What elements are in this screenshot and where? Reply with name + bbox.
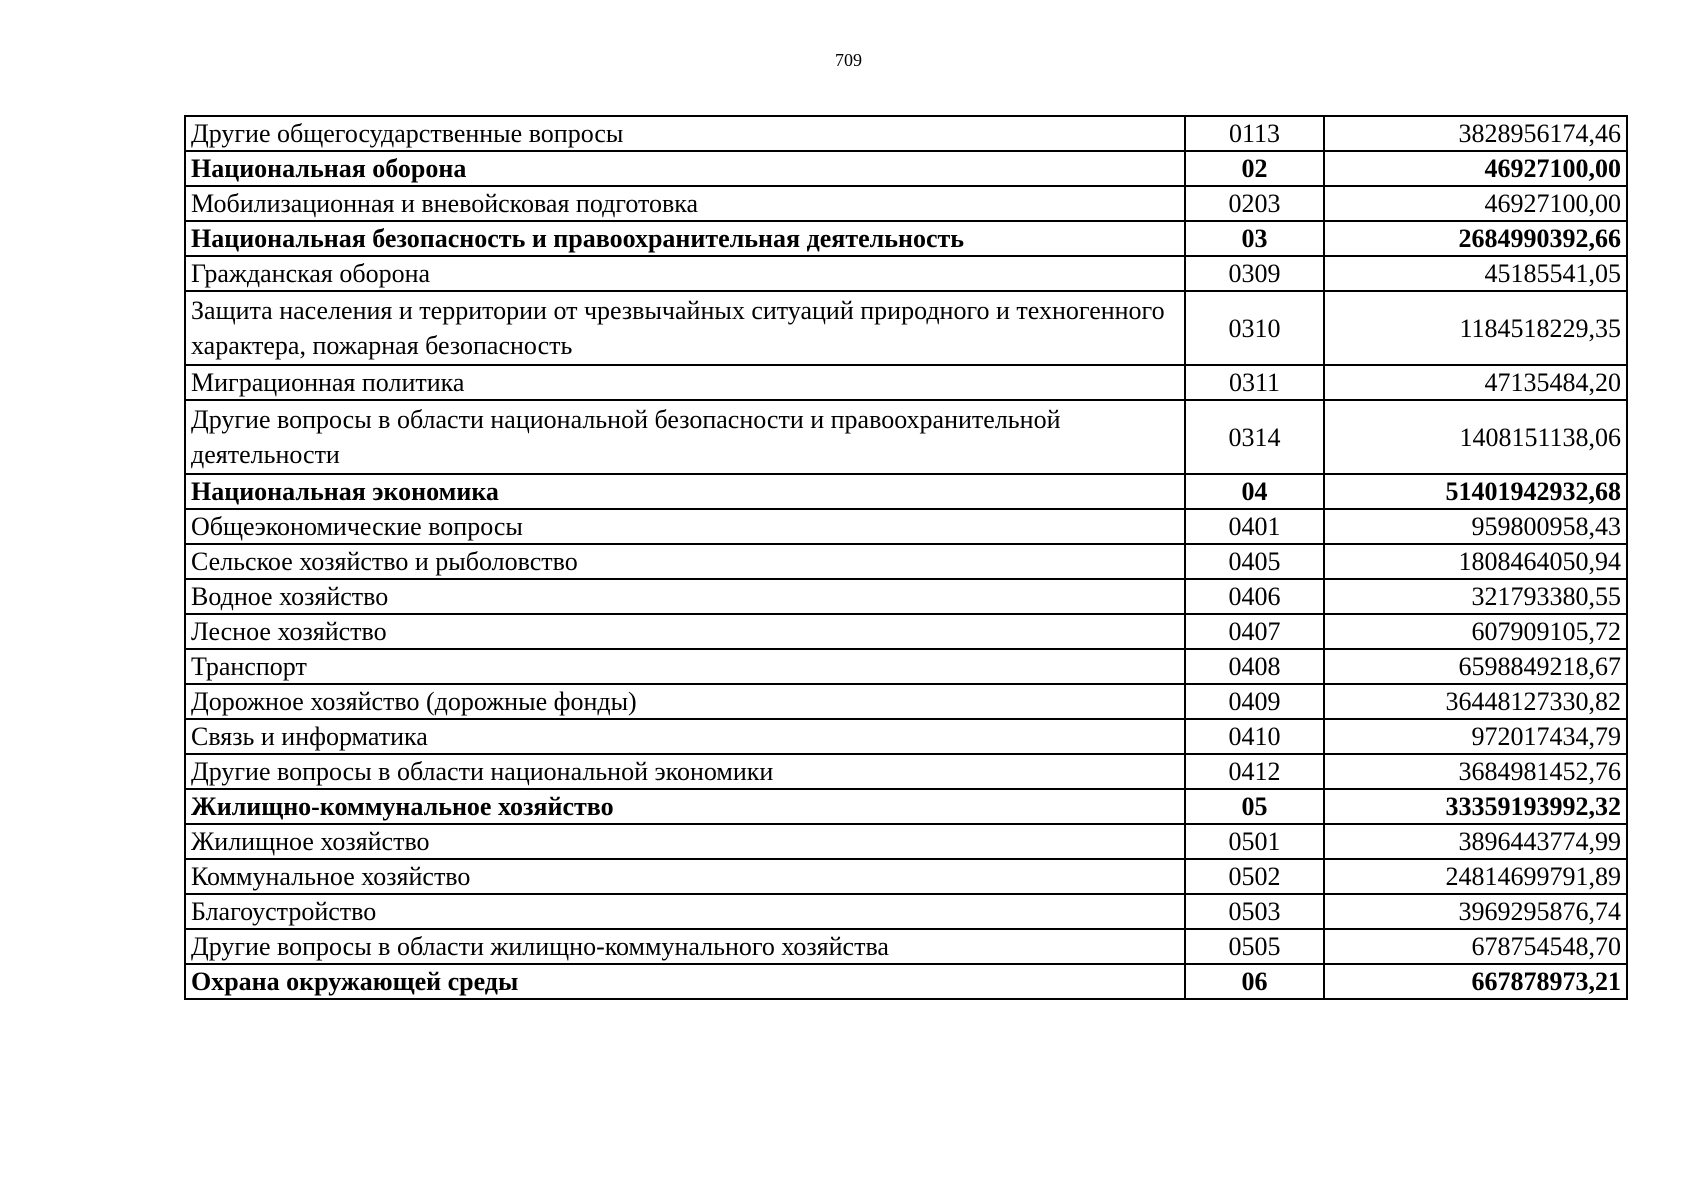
table-row <box>185 186 1627 221</box>
table-row <box>185 929 1627 964</box>
table-row <box>185 544 1627 579</box>
row-name: Транспорт <box>185 649 1185 684</box>
row-amount: 678754548,70 <box>1324 929 1627 964</box>
row-amount: 24814699791,89 <box>1324 859 1627 894</box>
row-code: 0410 <box>1185 719 1324 754</box>
row-amount: 607909105,72 <box>1324 614 1627 649</box>
row-name: Водное хозяйство <box>185 579 1185 614</box>
table-row <box>185 474 1627 509</box>
row-amount: 51401942932,68 <box>1324 474 1627 509</box>
table-row <box>185 400 1627 474</box>
row-name: Другие вопросы в области национальной экономики <box>185 754 1185 789</box>
table-row <box>185 256 1627 291</box>
row-code: 0314 <box>1185 400 1324 474</box>
row-amount: 36448127330,82 <box>1324 684 1627 719</box>
row-name: Жилищное хозяйство <box>185 824 1185 859</box>
row-name: Национальная экономика <box>185 474 1185 509</box>
row-amount: 46927100,00 <box>1324 186 1627 221</box>
row-code: 0505 <box>1185 929 1324 964</box>
row-name: Национальная оборона <box>185 151 1185 186</box>
row-code: 0502 <box>1185 859 1324 894</box>
row-code: 0409 <box>1185 684 1324 719</box>
row-name: Жилищно-коммунальное хозяйство <box>185 789 1185 824</box>
table-row <box>185 221 1627 256</box>
table-row <box>185 649 1627 684</box>
row-amount: 1808464050,94 <box>1324 544 1627 579</box>
row-amount: 47135484,20 <box>1324 365 1627 400</box>
row-code: 0412 <box>1185 754 1324 789</box>
row-code: 0401 <box>1185 509 1324 544</box>
table-row <box>185 754 1627 789</box>
row-name: Общеэкономические вопросы <box>185 509 1185 544</box>
table-row <box>185 824 1627 859</box>
row-name: Миграционная политика <box>185 365 1185 400</box>
page-number: 709 <box>835 50 862 70</box>
row-amount: 972017434,79 <box>1324 719 1627 754</box>
row-amount: 667878973,21 <box>1324 964 1627 999</box>
table-row <box>185 859 1627 894</box>
row-name: Сельское хозяйство и рыболовство <box>185 544 1185 579</box>
row-name: Дорожное хозяйство (дорожные фонды) <box>185 684 1185 719</box>
row-name: Связь и информатика <box>185 719 1185 754</box>
row-code: 06 <box>1185 964 1324 999</box>
table-row <box>185 116 1627 151</box>
table-row <box>185 684 1627 719</box>
row-amount: 2684990392,66 <box>1324 221 1627 256</box>
row-name: Защита населения и территории от чрезвычайных ситуаций природного и техногенного характера, пожарная безопасность <box>185 291 1185 365</box>
table-row <box>185 509 1627 544</box>
row-code: 0311 <box>1185 365 1324 400</box>
row-amount: 3896443774,99 <box>1324 824 1627 859</box>
row-code: 04 <box>1185 474 1324 509</box>
row-name: Национальная безопасность и правоохранительная деятельность <box>185 221 1185 256</box>
row-name: Мобилизационная и вневойсковая подготовка <box>185 186 1185 221</box>
budget-table <box>184 115 1628 1000</box>
budget-table-body <box>185 116 1627 999</box>
row-amount: 3969295876,74 <box>1324 894 1627 929</box>
table-row <box>185 365 1627 400</box>
row-amount: 3684981452,76 <box>1324 754 1627 789</box>
row-amount: 1184518229,35 <box>1324 291 1627 365</box>
row-amount: 46927100,00 <box>1324 151 1627 186</box>
row-name: Другие вопросы в области жилищно-коммунального хозяйства <box>185 929 1185 964</box>
row-code: 0310 <box>1185 291 1324 365</box>
table-row <box>185 894 1627 929</box>
row-amount: 3828956174,46 <box>1324 116 1627 151</box>
row-code: 0501 <box>1185 824 1324 859</box>
row-code: 03 <box>1185 221 1324 256</box>
row-amount: 6598849218,67 <box>1324 649 1627 684</box>
row-amount: 1408151138,06 <box>1324 400 1627 474</box>
table-row <box>185 151 1627 186</box>
row-code: 0408 <box>1185 649 1324 684</box>
row-code: 0503 <box>1185 894 1324 929</box>
row-amount: 33359193992,32 <box>1324 789 1627 824</box>
row-amount: 959800958,43 <box>1324 509 1627 544</box>
table-row <box>185 614 1627 649</box>
table-row <box>185 719 1627 754</box>
table-row <box>185 291 1627 365</box>
row-name: Другие вопросы в области национальной безопасности и правоохранительной деятельности <box>185 400 1185 474</box>
row-name: Другие общегосударственные вопросы <box>185 116 1185 151</box>
row-code: 02 <box>1185 151 1324 186</box>
row-name: Охрана окружающей среды <box>185 964 1185 999</box>
row-name: Лесное хозяйство <box>185 614 1185 649</box>
row-code: 0113 <box>1185 116 1324 151</box>
row-code: 0405 <box>1185 544 1324 579</box>
row-code: 0407 <box>1185 614 1324 649</box>
row-code: 0406 <box>1185 579 1324 614</box>
row-amount: 321793380,55 <box>1324 579 1627 614</box>
row-name: Благоустройство <box>185 894 1185 929</box>
row-code: 0309 <box>1185 256 1324 291</box>
row-code: 0203 <box>1185 186 1324 221</box>
table-row <box>185 789 1627 824</box>
row-amount: 45185541,05 <box>1324 256 1627 291</box>
table-row <box>185 964 1627 999</box>
row-name: Коммунальное хозяйство <box>185 859 1185 894</box>
row-code: 05 <box>1185 789 1324 824</box>
table-row <box>185 579 1627 614</box>
row-name: Гражданская оборона <box>185 256 1185 291</box>
